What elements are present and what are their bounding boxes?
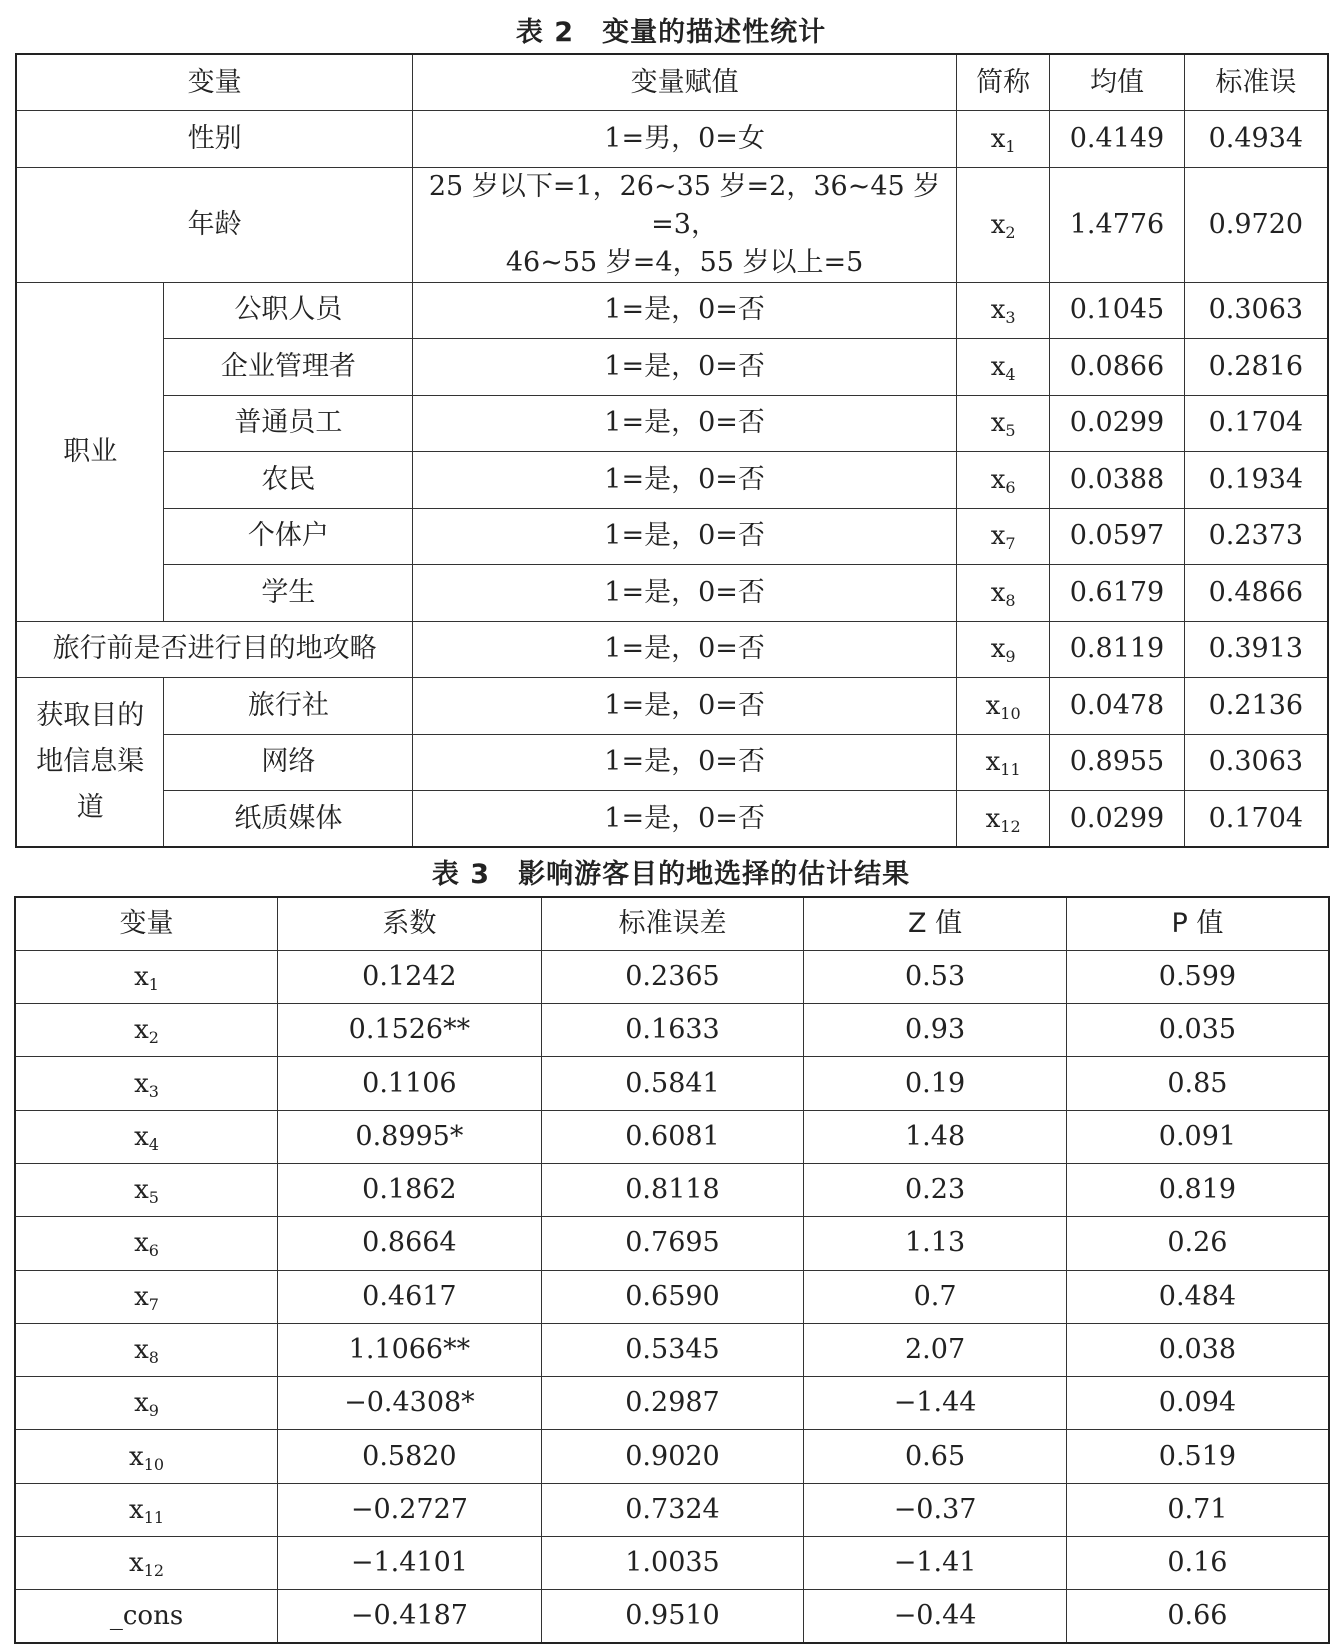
row-abbr: $x_4$: [956, 339, 1049, 396]
table-row: [16, 678, 1328, 735]
table-row: [15, 1110, 1329, 1163]
row-se: 0.1704: [1184, 791, 1328, 848]
row-se: 0.2373: [1184, 508, 1328, 565]
row-std-error: 0.2987: [541, 1377, 804, 1430]
row-p-value: 0.035: [1066, 1004, 1329, 1057]
row-std-error: 0.7324: [541, 1483, 804, 1536]
row-p-value: 0.519: [1066, 1430, 1329, 1483]
row-p-value: 0.71: [1066, 1483, 1329, 1536]
row-variable: $x_8$: [15, 1323, 278, 1376]
row-coefficient: 0.8995*: [278, 1110, 542, 1163]
row-std-error: 0.2365: [541, 950, 804, 1003]
row-abbr: $x_6$: [956, 452, 1049, 509]
table-row: [15, 1430, 1329, 1483]
row-std-error: 0.1633: [541, 1004, 804, 1057]
table-row: [15, 1217, 1329, 1270]
row-std-error: 1.0035: [541, 1537, 804, 1590]
table-row: [15, 1323, 1329, 1376]
descriptive-stats-table: [15, 53, 1329, 848]
table-row: [16, 167, 1328, 282]
header-std-error: 标准误差: [541, 897, 804, 950]
table-row: [16, 452, 1328, 509]
row-coefficient: −0.2727: [278, 1483, 542, 1536]
row-p-value: 0.819: [1066, 1163, 1329, 1216]
header-z-value: Z 值: [804, 897, 1067, 950]
row-std-error: 0.9510: [541, 1590, 804, 1643]
table-row: [15, 1537, 1329, 1590]
header-std-error: 标准误: [1184, 54, 1328, 111]
row-assign: 1=男，0=女: [413, 111, 957, 168]
row-se: 0.4866: [1184, 565, 1328, 622]
table-row: [16, 339, 1328, 396]
row-coefficient: 0.1106: [278, 1057, 542, 1110]
row-p-value: 0.094: [1066, 1377, 1329, 1430]
table-row: [15, 950, 1329, 1003]
row-assign: 1=是，0=否: [413, 734, 957, 791]
row-coefficient: −1.4101: [278, 1537, 542, 1590]
row-assign: 1=是，0=否: [413, 452, 957, 509]
row-mean: 0.6179: [1050, 565, 1184, 622]
table-row: [16, 791, 1328, 848]
row-coefficient: 0.8664: [278, 1217, 542, 1270]
row-p-value: 0.038: [1066, 1323, 1329, 1376]
row-label: 旅行前是否进行目的地攻略: [16, 621, 413, 678]
row-z-value: −1.41: [804, 1537, 1067, 1590]
table-row: [15, 1270, 1329, 1323]
row-mean: 0.1045: [1050, 282, 1184, 339]
header-coefficient: 系数: [278, 897, 542, 950]
row-label: 公职人员: [164, 282, 413, 339]
table2-header-row: [16, 54, 1328, 111]
row-coefficient: −0.4308*: [278, 1377, 542, 1430]
row-coefficient: 0.1242: [278, 950, 542, 1003]
row-se: 0.9720: [1184, 167, 1328, 282]
table-row: [16, 508, 1328, 565]
row-variable: $x_1$: [15, 950, 278, 1003]
row-se: 0.3913: [1184, 621, 1328, 678]
row-z-value: 2.07: [804, 1323, 1067, 1376]
table-row: [15, 1057, 1329, 1110]
row-assign: 1=是，0=否: [413, 678, 957, 735]
table-row: [16, 395, 1328, 452]
row-abbr: $x_9$: [956, 621, 1049, 678]
estimation-results-table: [14, 896, 1330, 1644]
table-row: [15, 1590, 1329, 1643]
row-z-value: 0.7: [804, 1270, 1067, 1323]
row-variable: $x_4$: [15, 1110, 278, 1163]
row-z-value: 1.13: [804, 1217, 1067, 1270]
row-label: 学生: [164, 565, 413, 622]
table-row: [16, 282, 1328, 339]
row-coefficient: 0.5820: [278, 1430, 542, 1483]
row-se: 0.4934: [1184, 111, 1328, 168]
row-p-value: 0.484: [1066, 1270, 1329, 1323]
row-std-error: 0.6590: [541, 1270, 804, 1323]
row-z-value: 0.65: [804, 1430, 1067, 1483]
row-abbr: $x_5$: [956, 395, 1049, 452]
row-abbr: $x_7$: [956, 508, 1049, 565]
row-mean: 0.8119: [1050, 621, 1184, 678]
row-std-error: 0.6081: [541, 1110, 804, 1163]
row-z-value: −1.44: [804, 1377, 1067, 1430]
table-row: [15, 1004, 1329, 1057]
row-assign: 1=是，0=否: [413, 565, 957, 622]
row-se: 0.3063: [1184, 734, 1328, 791]
row-assign: 1=是，0=否: [413, 395, 957, 452]
row-label: 普通员工: [164, 395, 413, 452]
row-se: 0.2136: [1184, 678, 1328, 735]
row-z-value: −0.37: [804, 1483, 1067, 1536]
row-se: 0.2816: [1184, 339, 1328, 396]
row-mean: 0.0478: [1050, 678, 1184, 735]
row-se: 0.3063: [1184, 282, 1328, 339]
row-mean: 0.0299: [1050, 395, 1184, 452]
row-z-value: 0.23: [804, 1163, 1067, 1216]
row-mean: 0.0299: [1050, 791, 1184, 848]
row-abbr: $x_{12}$: [956, 791, 1049, 848]
table3-header-row: [15, 897, 1329, 950]
row-std-error: 0.5841: [541, 1057, 804, 1110]
row-abbr: $x_{11}$: [956, 734, 1049, 791]
row-variable: _cons: [15, 1590, 278, 1643]
row-label: 旅行社: [164, 678, 413, 735]
table3-caption: 表 3 影响游客目的地选择的估计结果: [431, 859, 911, 890]
occupation-group-label: 职业: [16, 282, 164, 621]
row-std-error: 0.9020: [541, 1430, 804, 1483]
row-coefficient: 0.1526**: [278, 1004, 542, 1057]
header-variable: 变量: [16, 54, 413, 111]
row-variable: $x_{12}$: [15, 1537, 278, 1590]
channel-group-label: 获取目的 地信息渠 道: [16, 678, 164, 848]
table-row: [15, 1483, 1329, 1536]
row-label: 个体户: [164, 508, 413, 565]
row-se: 0.1704: [1184, 395, 1328, 452]
row-label: 农民: [164, 452, 413, 509]
header-p-value: P 值: [1066, 897, 1329, 950]
row-variable: $x_3$: [15, 1057, 278, 1110]
table-row: [16, 565, 1328, 622]
row-z-value: 0.93: [804, 1004, 1067, 1057]
header-mean: 均值: [1050, 54, 1184, 111]
table2-caption: 表 2 变量的描述性统计: [515, 17, 827, 48]
row-abbr: $x_2$: [956, 167, 1049, 282]
row-variable: $x_5$: [15, 1163, 278, 1216]
row-label: 纸质媒体: [164, 791, 413, 848]
row-variable: $x_{11}$: [15, 1483, 278, 1536]
header-assignment: 变量赋值: [413, 54, 957, 111]
row-z-value: −0.44: [804, 1590, 1067, 1643]
row-label: 网络: [164, 734, 413, 791]
row-label: 性别: [16, 111, 413, 168]
row-coefficient: −0.4187: [278, 1590, 542, 1643]
row-std-error: 0.8118: [541, 1163, 804, 1216]
table-row: [15, 1377, 1329, 1430]
row-std-error: 0.7695: [541, 1217, 804, 1270]
row-assign: 25 岁以下=1，26~35 岁=2，36~45 岁=3， 46~55 岁=4，55 岁以上=5: [413, 167, 957, 282]
row-variable: $x_9$: [15, 1377, 278, 1430]
row-p-value: 0.85: [1066, 1057, 1329, 1110]
row-coefficient: 0.1862: [278, 1163, 542, 1216]
row-assign: 1=是，0=否: [413, 339, 957, 396]
row-z-value: 0.53: [804, 950, 1067, 1003]
row-abbr: $x_3$: [956, 282, 1049, 339]
row-p-value: 0.599: [1066, 950, 1329, 1003]
row-variable: $x_{10}$: [15, 1430, 278, 1483]
row-variable: $x_2$: [15, 1004, 278, 1057]
table-row: [16, 111, 1328, 168]
row-variable: $x_7$: [15, 1270, 278, 1323]
row-assign: 1=是，0=否: [413, 508, 957, 565]
row-p-value: 0.16: [1066, 1537, 1329, 1590]
row-assign: 1=是，0=否: [413, 621, 957, 678]
table-row: [16, 734, 1328, 791]
row-mean: 0.0388: [1050, 452, 1184, 509]
row-mean: 0.4149: [1050, 111, 1184, 168]
row-label: 年龄: [16, 167, 413, 282]
row-label: 企业管理者: [164, 339, 413, 396]
row-p-value: 0.091: [1066, 1110, 1329, 1163]
table-row: [15, 1163, 1329, 1216]
row-p-value: 0.66: [1066, 1590, 1329, 1643]
row-assign: 1=是，0=否: [413, 282, 957, 339]
row-coefficient: 0.4617: [278, 1270, 542, 1323]
row-assign: 1=是，0=否: [413, 791, 957, 848]
row-mean: 0.8955: [1050, 734, 1184, 791]
row-mean: 0.0866: [1050, 339, 1184, 396]
header-abbr: 简称: [956, 54, 1049, 111]
row-z-value: 0.19: [804, 1057, 1067, 1110]
row-mean: 0.0597: [1050, 508, 1184, 565]
row-abbr: $x_{10}$: [956, 678, 1049, 735]
row-p-value: 0.26: [1066, 1217, 1329, 1270]
row-abbr: $x_8$: [956, 565, 1049, 622]
row-coefficient: 1.1066**: [278, 1323, 542, 1376]
table-row: [16, 621, 1328, 678]
row-mean: 1.4776: [1050, 167, 1184, 282]
row-se: 0.1934: [1184, 452, 1328, 509]
row-std-error: 0.5345: [541, 1323, 804, 1376]
row-z-value: 1.48: [804, 1110, 1067, 1163]
row-abbr: $x_1$: [956, 111, 1049, 168]
row-variable: $x_6$: [15, 1217, 278, 1270]
header-variable: 变量: [15, 897, 278, 950]
